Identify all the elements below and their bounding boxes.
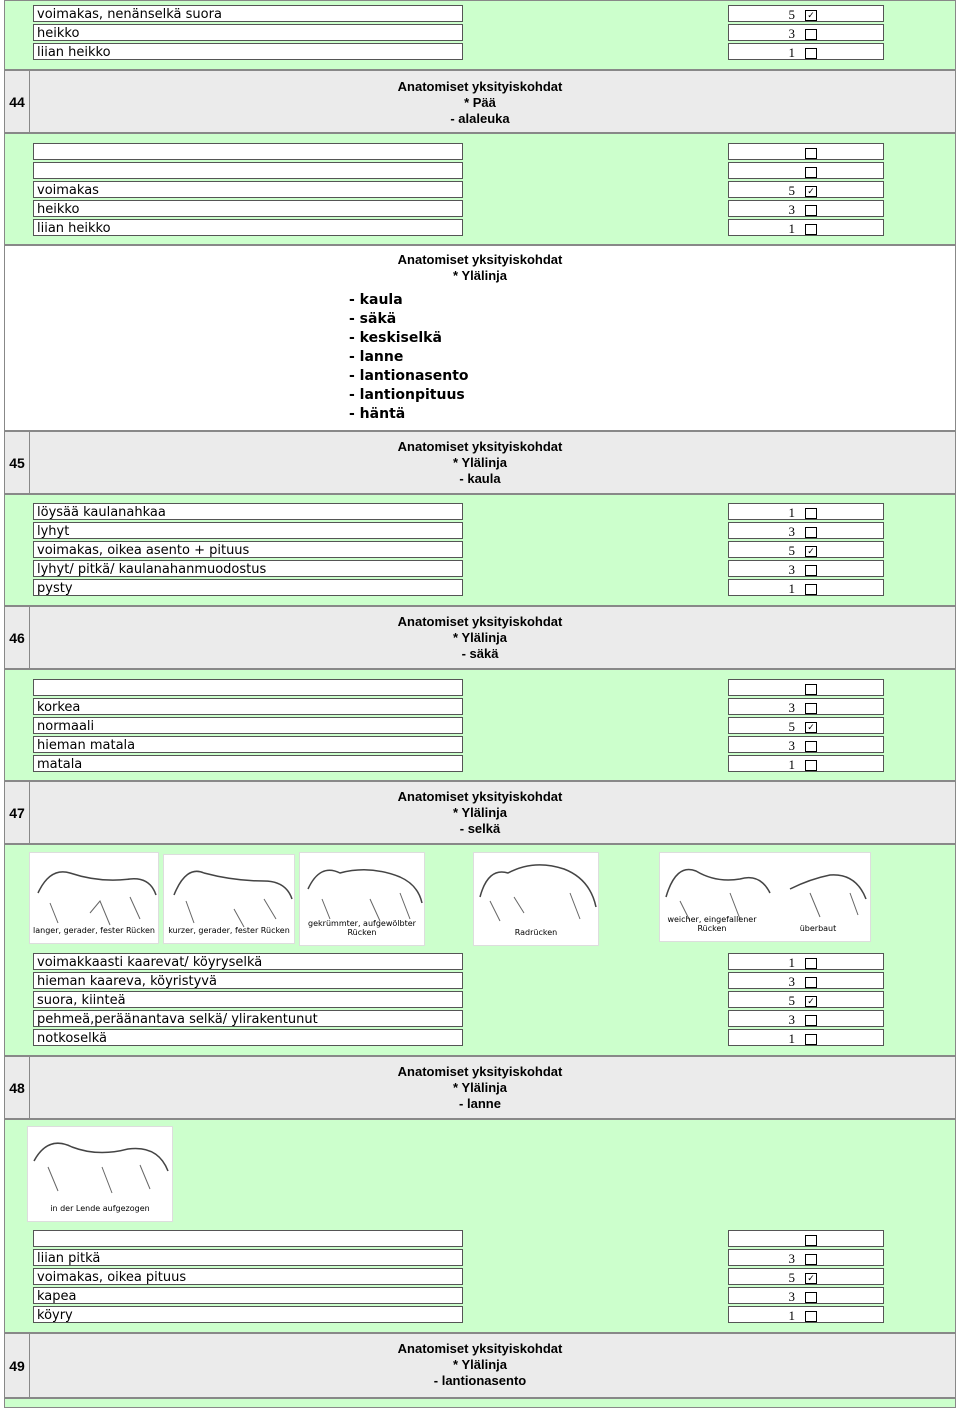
- section-title: Anatomiset yksityiskohdat: [397, 789, 563, 804]
- section-title: Anatomiset yksityiskohdat: [397, 79, 563, 94]
- checkbox-icon[interactable]: [805, 1015, 817, 1026]
- section-subtitle: * Ylälinja: [453, 805, 507, 820]
- score-value: 3: [788, 700, 795, 715]
- score-value: 3: [788, 1251, 795, 1266]
- score-cell: [728, 1010, 884, 1027]
- illustration-caption: langer, gerader, fester Rücken: [33, 926, 155, 935]
- criterion-label: [33, 1230, 463, 1247]
- overview-subtitle: * Ylälinja: [453, 268, 507, 283]
- score-value: 5: [788, 1270, 795, 1285]
- illustration-caption: gekrümmter, aufgewölbter Rücken: [308, 919, 416, 937]
- topline-item: - lanne: [349, 349, 404, 365]
- section-48-header: [4, 1056, 956, 1119]
- score-value: 5: [788, 993, 795, 1008]
- score-cell: [728, 698, 884, 715]
- criterion-label: voimakas, nenänselkä suora: [33, 5, 463, 22]
- score-cell: [728, 219, 884, 236]
- back-illustration-short-straight: [163, 854, 295, 944]
- section-title: Anatomiset yksityiskohdat: [397, 614, 563, 629]
- criterion-label: heikko: [33, 24, 463, 41]
- score-value: 5: [788, 183, 795, 198]
- score-value: 5: [788, 7, 795, 22]
- checkbox-icon[interactable]: [805, 565, 817, 576]
- checkbox-icon[interactable]: [805, 1034, 817, 1045]
- checked-checkbox-icon[interactable]: ✓: [805, 10, 817, 21]
- section-detail: - lanne: [459, 1096, 501, 1111]
- criterion-label: [33, 162, 463, 179]
- checkbox-icon[interactable]: [805, 527, 817, 538]
- section-49-header: [4, 1333, 956, 1398]
- criterion-label: voimakas, oikea pituus: [33, 1268, 463, 1285]
- rating-panel-back: [4, 844, 956, 1056]
- score-cell: [728, 1230, 884, 1247]
- score-value: 1: [788, 505, 795, 520]
- criterion-label: liian heikko: [33, 219, 463, 236]
- section-title: Anatomiset yksityiskohdat: [397, 439, 563, 454]
- section-46-header: [4, 606, 956, 669]
- illustration-caption: weicher, eingefallener Rücken: [667, 915, 757, 933]
- criterion-label: notkoselkä: [33, 1029, 463, 1046]
- section-subtitle: * Ylälinja: [453, 630, 507, 645]
- score-value: 1: [788, 757, 795, 772]
- section-detail: - kaula: [459, 471, 501, 486]
- score-value: 3: [788, 738, 795, 753]
- back-illustration-roach: [473, 852, 599, 946]
- checked-checkbox-icon[interactable]: ✓: [805, 546, 817, 557]
- score-value: 3: [788, 974, 795, 989]
- score-cell: [728, 1249, 884, 1266]
- topline-item: - kaula: [349, 292, 403, 308]
- section-45-header: [4, 431, 956, 494]
- section-number: 48: [5, 1057, 30, 1118]
- rating-panel-jaw-strength: [4, 0, 956, 70]
- score-value: 1: [788, 221, 795, 236]
- checkbox-icon[interactable]: [805, 703, 817, 714]
- score-cell: [728, 972, 884, 989]
- criterion-label: korkea: [33, 698, 463, 715]
- criterion-label: liian pitkä: [33, 1249, 463, 1266]
- score-cell: [728, 717, 884, 734]
- back-illustration-sway: [659, 852, 871, 942]
- section-subtitle: * Ylälinja: [453, 1080, 507, 1095]
- back-illustration-long-straight: [29, 852, 159, 944]
- criterion-label: [33, 679, 463, 696]
- checkbox-icon[interactable]: [805, 977, 817, 988]
- score-cell: [728, 541, 884, 558]
- section-detail: - alaleuka: [450, 111, 510, 126]
- score-value: 3: [788, 26, 795, 41]
- criterion-label: liian heikko: [33, 43, 463, 60]
- score-cell: [728, 953, 884, 970]
- score-cell: [728, 522, 884, 539]
- topline-item: - lantionasento: [349, 368, 469, 384]
- rating-panel-withers: [4, 669, 956, 781]
- topline-item: - lantionpituus: [349, 387, 465, 403]
- checked-checkbox-icon[interactable]: ✓: [805, 186, 817, 197]
- score-cell: [728, 200, 884, 217]
- score-value: 1: [788, 581, 795, 596]
- score-cell: [728, 5, 884, 22]
- section-number: 47: [5, 782, 30, 843]
- score-cell: [728, 181, 884, 198]
- checkbox-icon[interactable]: [805, 760, 817, 771]
- checkbox-icon[interactable]: [805, 1292, 817, 1303]
- score-cell: [728, 1306, 884, 1323]
- score-value: 3: [788, 202, 795, 217]
- loin-illustration: [27, 1126, 173, 1222]
- section-detail: - säkä: [461, 646, 499, 661]
- score-value: 1: [788, 1031, 795, 1046]
- score-cell: [728, 43, 884, 60]
- checkbox-icon[interactable]: [805, 1235, 817, 1246]
- checkbox-icon[interactable]: [805, 508, 817, 519]
- checkbox-icon[interactable]: [805, 584, 817, 595]
- illustration-caption: Radrücken: [514, 928, 558, 937]
- checkbox-icon[interactable]: [805, 148, 817, 159]
- score-cell: [728, 503, 884, 520]
- score-value: 5: [788, 719, 795, 734]
- score-value: 1: [788, 1308, 795, 1323]
- topline-items-list: [349, 291, 469, 424]
- score-value: 5: [788, 543, 795, 558]
- criterion-label: [33, 143, 463, 160]
- illustration-caption: kurzer, gerader, fester Rücken: [168, 926, 290, 935]
- topline-item: - säkä: [349, 311, 397, 327]
- rating-panel-loin: [4, 1119, 956, 1333]
- section-number: 46: [5, 607, 30, 668]
- topline-item: - häntä: [349, 406, 406, 422]
- topline-overview: [4, 245, 956, 431]
- score-cell: [728, 579, 884, 596]
- checkbox-icon[interactable]: [805, 224, 817, 235]
- checkbox-icon[interactable]: [805, 958, 817, 969]
- criterion-label: voimakas: [33, 181, 463, 198]
- score-value: 3: [788, 562, 795, 577]
- section-subtitle: * Pää: [464, 95, 496, 110]
- score-cell: [728, 679, 884, 696]
- section-detail: - selkä: [459, 821, 501, 836]
- section-subtitle: * Ylälinja: [453, 455, 507, 470]
- criterion-label: pysty: [33, 579, 463, 596]
- section-number: 49: [5, 1334, 30, 1397]
- score-cell: [728, 143, 884, 160]
- overview-title: Anatomiset yksityiskohdat: [397, 252, 563, 267]
- checkbox-icon[interactable]: [805, 1254, 817, 1265]
- section-title: Anatomiset yksityiskohdat: [397, 1064, 563, 1079]
- score-value: 3: [788, 524, 795, 539]
- section-number: 44: [5, 71, 30, 132]
- score-cell: [728, 1268, 884, 1285]
- criterion-label: matala: [33, 755, 463, 772]
- score-value: 1: [788, 955, 795, 970]
- checked-checkbox-icon[interactable]: ✓: [805, 996, 817, 1007]
- score-cell: [728, 755, 884, 772]
- score-cell: [728, 991, 884, 1008]
- criterion-label: pehmeä,peräänantava selkä/ ylirakentunut: [33, 1010, 463, 1027]
- criterion-label: lyhyt/ pitkä/ kaulanahanmuodostus: [33, 560, 463, 577]
- score-cell: [728, 736, 884, 753]
- criterion-label: hieman matala: [33, 736, 463, 753]
- section-subtitle: * Ylälinja: [453, 1357, 507, 1372]
- back-illustration-arched: [299, 852, 425, 946]
- score-value: 1: [788, 45, 795, 60]
- rating-panel-neck: [4, 494, 956, 606]
- illustration-caption: überbaut: [799, 924, 837, 933]
- checkbox-icon[interactable]: [805, 205, 817, 216]
- score-cell: [728, 1287, 884, 1304]
- criterion-label: kapea: [33, 1287, 463, 1304]
- checkbox-icon[interactable]: [805, 1311, 817, 1322]
- checked-checkbox-icon[interactable]: ✓: [805, 722, 817, 733]
- criterion-label: voimakkaasti kaarevat/ köyryselkä: [33, 953, 463, 970]
- criterion-label: löysää kaulanahkaa: [33, 503, 463, 520]
- criterion-label: suora, kiinteä: [33, 991, 463, 1008]
- criterion-label: normaali: [33, 717, 463, 734]
- score-cell: [728, 162, 884, 179]
- criterion-label: hieman kaareva, köyristyvä: [33, 972, 463, 989]
- checkbox-icon[interactable]: [805, 167, 817, 178]
- section-47-header: [4, 781, 956, 844]
- checkbox-icon[interactable]: [805, 29, 817, 40]
- section-title: Anatomiset yksityiskohdat: [397, 1341, 563, 1356]
- section-detail: - lantionasento: [433, 1373, 527, 1388]
- checkbox-icon[interactable]: [805, 741, 817, 752]
- score-value: 3: [788, 1012, 795, 1027]
- rating-panel-pelvis-partial: [4, 1398, 956, 1408]
- criterion-label: köyry: [33, 1306, 463, 1323]
- section-number: 45: [5, 432, 30, 493]
- illustration-caption: in der Lende aufgezogen: [50, 1204, 150, 1213]
- criterion-label: heikko: [33, 200, 463, 217]
- score-cell: [728, 560, 884, 577]
- score-value: 3: [788, 1289, 795, 1304]
- criterion-label: lyhyt: [33, 522, 463, 539]
- score-cell: [728, 1029, 884, 1046]
- checkbox-icon[interactable]: [805, 684, 817, 695]
- rating-panel-lower-jaw: [4, 133, 956, 245]
- section-44-header: [4, 70, 956, 133]
- checkbox-icon[interactable]: [805, 48, 817, 59]
- checked-checkbox-icon[interactable]: ✓: [805, 1273, 817, 1284]
- topline-item: - keskiselkä: [349, 330, 442, 346]
- criterion-label: voimakas, oikea asento + pituus: [33, 541, 463, 558]
- score-cell: [728, 24, 884, 41]
